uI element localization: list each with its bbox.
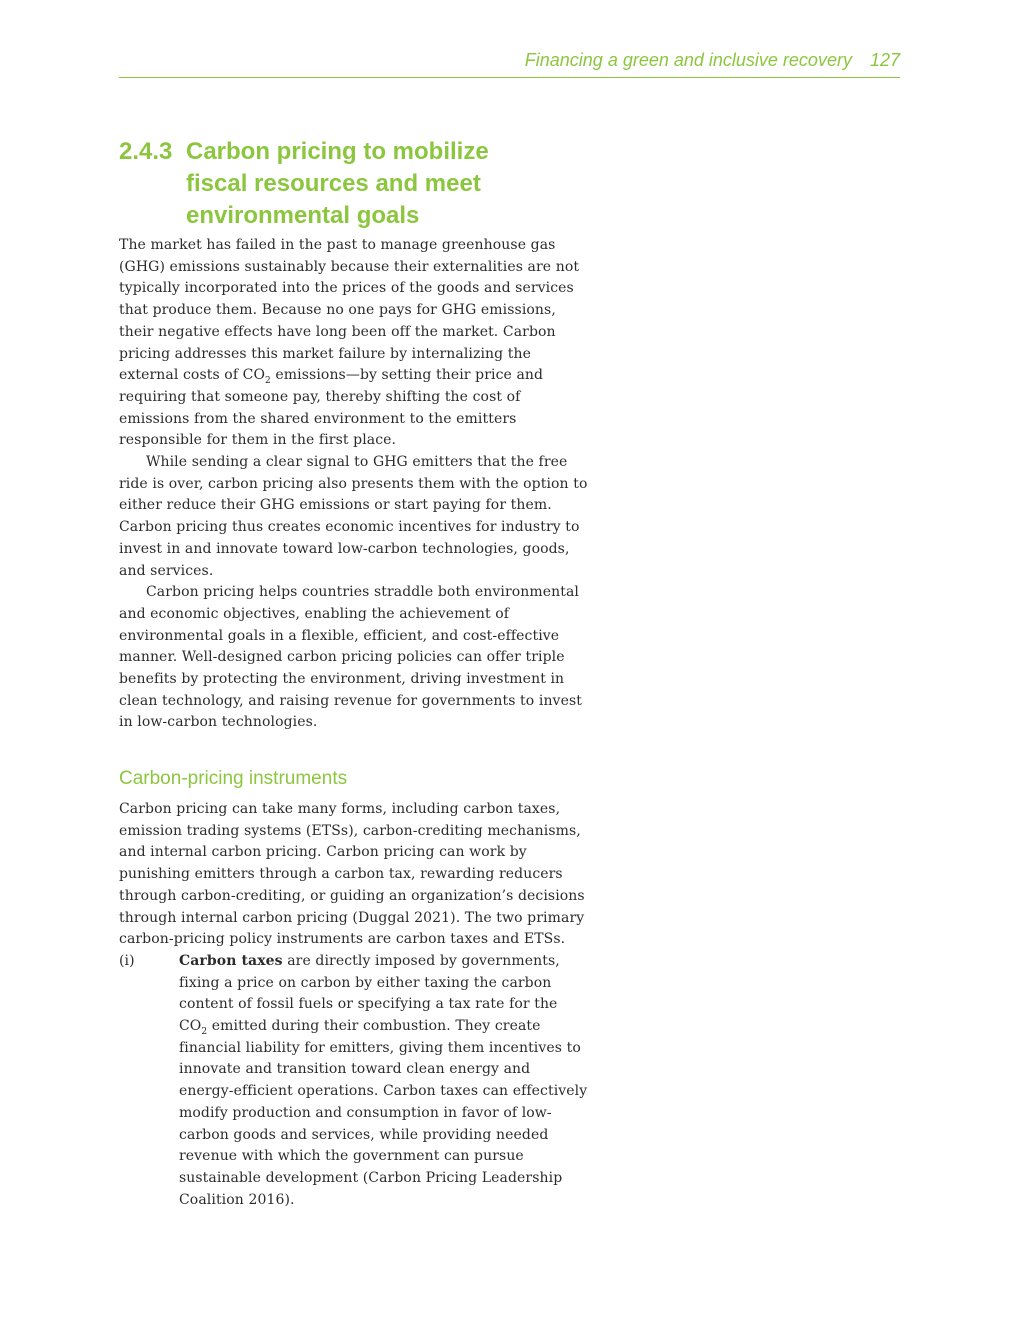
list-item-label: (i)	[119, 952, 135, 969]
subsection-intro: Carbon pricing can take many forms, including carbon taxes, emission trading systems (ETSs), carbon-crediting mechanisms, and internal carbon pricing. Carbon pricing can work by punishing emitters through a carbon tax, rewarding reducers through carbon-crediting, or guiding an organization’s decisions through internal carbon pricing (Duggal 2021). The two primary carbon-pricing policy instruments are carbon taxes and ETSs.	[119, 801, 585, 948]
subsection-title: Carbon-pricing instruments	[119, 768, 348, 789]
section-title: Carbon pricing to mobilize fiscal resources and meet environmental goals	[186, 138, 489, 229]
subsection-body	[119, 799, 589, 1211]
paragraph-1: The market has failed in the past to manage greenhouse gas (GHG) emissions sustainably because their externalities are not typically incorporated into the prices of the goods and services that produce them. Because no one pays for GHG emissions, their negative effects have long been off the market. Carbon pricing addresses this market failure by internalizing the external costs of $CO_2$ emissions—by setting their price and requiring that someone pay, thereby shifting the cost of emissions from the shared environment to the emitters responsible for them in the first place.	[119, 237, 580, 449]
running-header	[119, 50, 900, 78]
section-heading	[119, 136, 589, 232]
section-number: 2.4.3	[119, 138, 173, 165]
running-title: Financing a green and inclusive recovery	[524, 50, 852, 70]
list-item: (i) Carbon taxes are directly imposed by governments, fixing a price on carbon by either taxing the carbon content of fossil fuels or specifying a tax rate for the $CO_2$ emitted during their combustion. They create financial liability for emitters, giving them incentives to innovate and transition toward clean energy and energy-efficient operations. Carbon taxes can effectively modify production and consumption in favor of low-carbon goods and services, while providing needed revenue with which the government can pursue sustainable development (Carbon Pricing Leadership Coalition 2016).	[119, 952, 588, 1208]
list-item-term: Carbon taxes	[179, 952, 283, 969]
page-number: 127	[869, 50, 900, 70]
paragraph-2: While sending a clear signal to GHG emitters that the free ride is over, carbon pricing also presents them with the option to either reduce their GHG emissions or start paying for them. Carbon pricing thus creates economic incentives for industry to invest in and innovate toward low-carbon technologies, goods, and services.	[119, 454, 588, 579]
section-body	[119, 235, 589, 734]
paragraph-3: Carbon pricing helps countries straddle both environmental and economic objectives, enabling the achievement of environmental goals in a flexible, efficient, and cost-effective manner. Well-designed carbon pricing policies can offer triple benefits by protecting the environment, driving investment in clean technology, and raising revenue for governments to invest in low-carbon technologies.	[119, 584, 582, 731]
